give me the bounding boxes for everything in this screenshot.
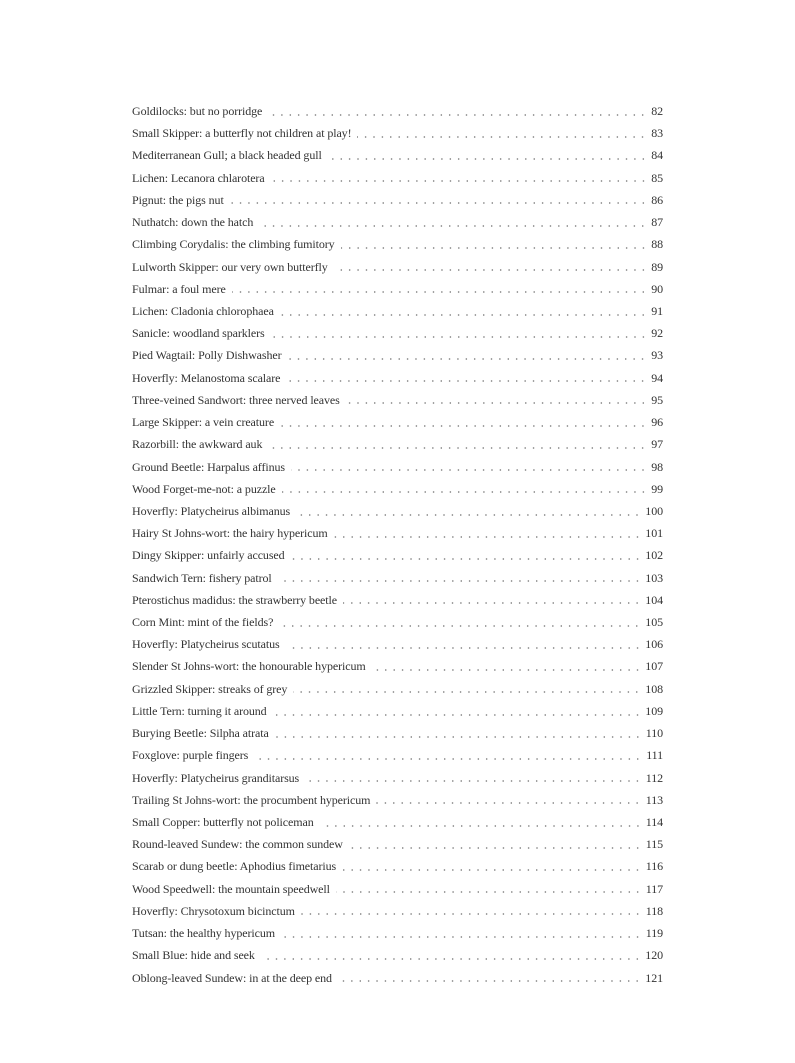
toc-entry[interactable] [132, 722, 663, 744]
toc-entry[interactable] [132, 300, 663, 322]
dot-leader [372, 669, 642, 671]
toc-entry-title: Burying Beetle: Silpha atrata [132, 726, 269, 741]
dot-leader [282, 491, 648, 493]
toc-entry-title: Grizzled Skipper: streaks of grey [132, 681, 288, 696]
toc-entry-page-number: 119 [645, 926, 663, 941]
dot-leader [230, 202, 648, 204]
toc-entry[interactable] [132, 278, 663, 300]
toc-entry[interactable] [132, 189, 663, 211]
toc-entry-title: Dingy Skipper: unfairly accused [132, 548, 285, 563]
toc-entry-page-number: 104 [645, 592, 663, 607]
toc-entry-page-number: 89 [651, 259, 663, 274]
toc-entry-page-number: 82 [651, 104, 663, 118]
dot-leader [291, 469, 647, 471]
toc-entry[interactable] [132, 833, 663, 855]
toc-entry[interactable] [132, 967, 663, 989]
toc-entry-page-number: 86 [651, 192, 663, 207]
toc-entry-page-number: 91 [651, 303, 663, 318]
toc-entry-page-number: 115 [645, 837, 663, 852]
toc-entry-title: Razorbill: the awkward auk [132, 437, 263, 452]
toc-entry[interactable] [132, 100, 663, 122]
dot-leader [275, 736, 642, 738]
toc-entry-title: Three-veined Sandwort: three nerved leaves [132, 392, 340, 407]
toc-entry[interactable] [132, 256, 663, 278]
toc-entry-title: Sandwich Tern: fishery patrol [132, 570, 272, 585]
toc-entry[interactable] [132, 500, 663, 522]
toc-entry-title: Wood Speedwell: the mountain speedwell [132, 881, 330, 896]
toc-entry-page-number: 103 [645, 570, 663, 585]
toc-entry-page-number: 120 [645, 948, 663, 963]
toc-entry-title: Pignut: the pigs nut [132, 192, 224, 207]
toc-entry-page-number: 113 [645, 792, 663, 807]
toc-entry[interactable] [132, 433, 663, 455]
toc-entry[interactable] [132, 478, 663, 500]
dot-leader [273, 714, 642, 716]
toc-entry-title: Large Skipper: a vein creature [132, 415, 275, 430]
toc-entry[interactable] [132, 367, 663, 389]
toc-entry[interactable] [132, 211, 663, 233]
toc-entry-page-number: 92 [651, 326, 663, 341]
toc-entry-page-number: 90 [651, 281, 663, 296]
toc-entry[interactable] [132, 144, 663, 166]
dot-leader [305, 780, 642, 782]
toc-entry-title: Mediterranean Gull; a black headed gull [132, 148, 322, 163]
dot-leader [268, 114, 647, 116]
dot-leader [281, 936, 642, 938]
dot-leader [259, 225, 647, 227]
toc-entry[interactable] [132, 900, 663, 922]
toc-entry-title: Wood Forget-me-not: a puzzle [132, 481, 276, 496]
toc-entry[interactable] [132, 922, 663, 944]
dot-leader [376, 802, 641, 804]
toc-entry-title: Pterostichus madidus: the strawberry beetle [132, 592, 337, 607]
toc-entry-title: Lichen: Lecanora chlarotera [132, 170, 265, 185]
toc-entry-title: Small Blue: hide and seek [132, 948, 255, 963]
toc-entry-page-number: 98 [651, 459, 663, 474]
dot-leader [254, 758, 642, 760]
toc-entry-page-number: 109 [645, 703, 663, 718]
toc-entry[interactable] [132, 878, 663, 900]
toc-entry[interactable] [132, 855, 663, 877]
toc-entry[interactable] [132, 233, 663, 255]
toc-entry-title: Nuthatch: down the hatch [132, 215, 254, 230]
dot-leader [343, 602, 641, 604]
toc-entry-page-number: 84 [651, 148, 663, 163]
dot-leader [261, 958, 641, 960]
dot-leader [338, 980, 641, 982]
toc-entry[interactable] [132, 678, 663, 700]
toc-entry-title: Tutsan: the healthy hypericum [132, 926, 275, 941]
dot-leader [279, 625, 641, 627]
dot-leader [232, 291, 647, 293]
toc-entry-page-number: 83 [651, 126, 663, 141]
toc-entry[interactable] [132, 655, 663, 677]
table-of-contents [132, 100, 663, 989]
dot-leader [287, 358, 647, 360]
toc-entry-title: Climbing Corydalis: the climbing fumitory [132, 237, 335, 252]
toc-entry[interactable] [132, 322, 663, 344]
toc-entry[interactable] [132, 767, 663, 789]
toc-entry-title: Lulworth Skipper: our very own butterfly [132, 259, 328, 274]
toc-entry-title: Hoverfly: Melanostoma scalare [132, 370, 281, 385]
toc-entry-title: Hoverfly: Platycheirus albimanus [132, 503, 291, 518]
dot-leader [357, 136, 647, 138]
toc-entry-page-number: 116 [645, 859, 663, 874]
toc-entry[interactable] [132, 456, 663, 478]
dot-leader [286, 380, 647, 382]
toc-entry-page-number: 102 [645, 548, 663, 563]
toc-entry[interactable] [132, 589, 663, 611]
toc-entry-page-number: 111 [646, 748, 663, 763]
toc-entry[interactable] [132, 811, 663, 833]
toc-entry-page-number: 114 [645, 815, 663, 829]
toc-entry[interactable] [132, 567, 663, 589]
toc-entry-title: Small Copper: butterfly not policeman [132, 815, 314, 829]
dot-leader [334, 269, 648, 271]
toc-entry-title: Lichen: Cladonia chlorophaea [132, 303, 274, 318]
toc-entry[interactable] [132, 700, 663, 722]
toc-entry[interactable] [132, 944, 663, 966]
dot-leader [278, 580, 642, 582]
toc-entry-page-number: 93 [651, 348, 663, 363]
toc-entry-page-number: 99 [651, 481, 663, 496]
dot-leader [296, 514, 641, 516]
toc-entry[interactable] [132, 344, 663, 366]
toc-entry-title: Fulmar: a foul mere [132, 281, 226, 296]
toc-entry-page-number: 96 [651, 415, 663, 430]
toc-entry-title: Slender St Johns-wort: the honourable hypericum [132, 659, 366, 674]
toc-entry-page-number: 100 [645, 503, 663, 518]
toc-entry-page-number: 87 [651, 215, 663, 230]
toc-entry-title: Scarab or dung beetle: Aphodius fimetarius [132, 859, 337, 874]
dot-leader [280, 425, 647, 427]
toc-entry-page-number: 117 [645, 881, 663, 896]
dot-leader [328, 158, 647, 160]
toc-entry-title: Ground Beetle: Harpalus affinus [132, 459, 285, 474]
toc-entry[interactable] [132, 122, 663, 144]
dot-leader [280, 314, 647, 316]
toc-entry-page-number: 107 [645, 659, 663, 674]
toc-entry[interactable] [132, 611, 663, 633]
toc-entry[interactable] [132, 633, 663, 655]
toc-entry[interactable] [132, 544, 663, 566]
toc-entry[interactable] [132, 167, 663, 189]
toc-entry-page-number: 121 [645, 970, 663, 985]
dot-leader [268, 447, 647, 449]
dot-leader [320, 825, 642, 827]
dot-leader [291, 558, 642, 560]
dot-leader [342, 869, 642, 871]
toc-entry-title: Hoverfly: Platycheirus scutatus [132, 637, 280, 652]
toc-entry-page-number: 110 [645, 726, 663, 741]
toc-entry[interactable] [132, 789, 663, 811]
toc-entry-title: Trailing St Johns-wort: the procumbent hypericum [132, 792, 371, 807]
toc-entry-title: Corn Mint: mint of the fields? [132, 615, 274, 630]
toc-entry[interactable] [132, 389, 663, 411]
toc-entry-title: Round-leaved Sundew: the common sundew [132, 837, 343, 852]
toc-entry-page-number: 112 [645, 770, 663, 785]
dot-leader [346, 402, 647, 404]
toc-entry-title: Foxglove: purple fingers [132, 748, 249, 763]
dot-leader [286, 647, 642, 649]
toc-entry-page-number: 97 [651, 437, 663, 452]
toc-entry-title: Sanicle: woodland sparklers [132, 326, 265, 341]
toc-entry-title: Hoverfly: Platycheirus granditarsus [132, 770, 300, 785]
toc-entry-title: Hoverfly: Chrysotoxum bicinctum [132, 903, 295, 918]
toc-entry-page-number: 94 [651, 370, 663, 385]
dot-leader [301, 913, 642, 915]
toc-entry-page-number: 108 [645, 681, 663, 696]
dot-leader [341, 247, 648, 249]
toc-entry-page-number: 101 [645, 526, 663, 541]
toc-entry-page-number: 118 [645, 903, 663, 918]
toc-entry-page-number: 106 [645, 637, 663, 652]
dot-leader [349, 847, 642, 849]
toc-entry[interactable] [132, 411, 663, 433]
toc-entry-page-number: 95 [651, 392, 663, 407]
dot-leader [334, 536, 642, 538]
toc-entry[interactable] [132, 522, 663, 544]
dot-leader [336, 891, 642, 893]
toc-entry-page-number: 105 [645, 615, 663, 630]
toc-entry-page-number: 88 [651, 237, 663, 252]
toc-entry-title: Goldilocks: but no porridge [132, 104, 263, 118]
dot-leader [271, 180, 648, 182]
toc-entry[interactable] [132, 744, 663, 766]
dot-leader [293, 691, 641, 693]
dot-leader [271, 336, 648, 338]
toc-entry-title: Hairy St Johns-wort: the hairy hypericum [132, 526, 328, 541]
toc-entry-page-number: 85 [651, 170, 663, 185]
toc-entry-title: Little Tern: turning it around [132, 703, 267, 718]
toc-entry-title: Pied Wagtail: Polly Dishwasher [132, 348, 282, 363]
toc-entry-title: Small Skipper: a butterfly not children at play! [132, 126, 352, 141]
toc-entry-title: Oblong-leaved Sundew: in at the deep end [132, 970, 332, 985]
